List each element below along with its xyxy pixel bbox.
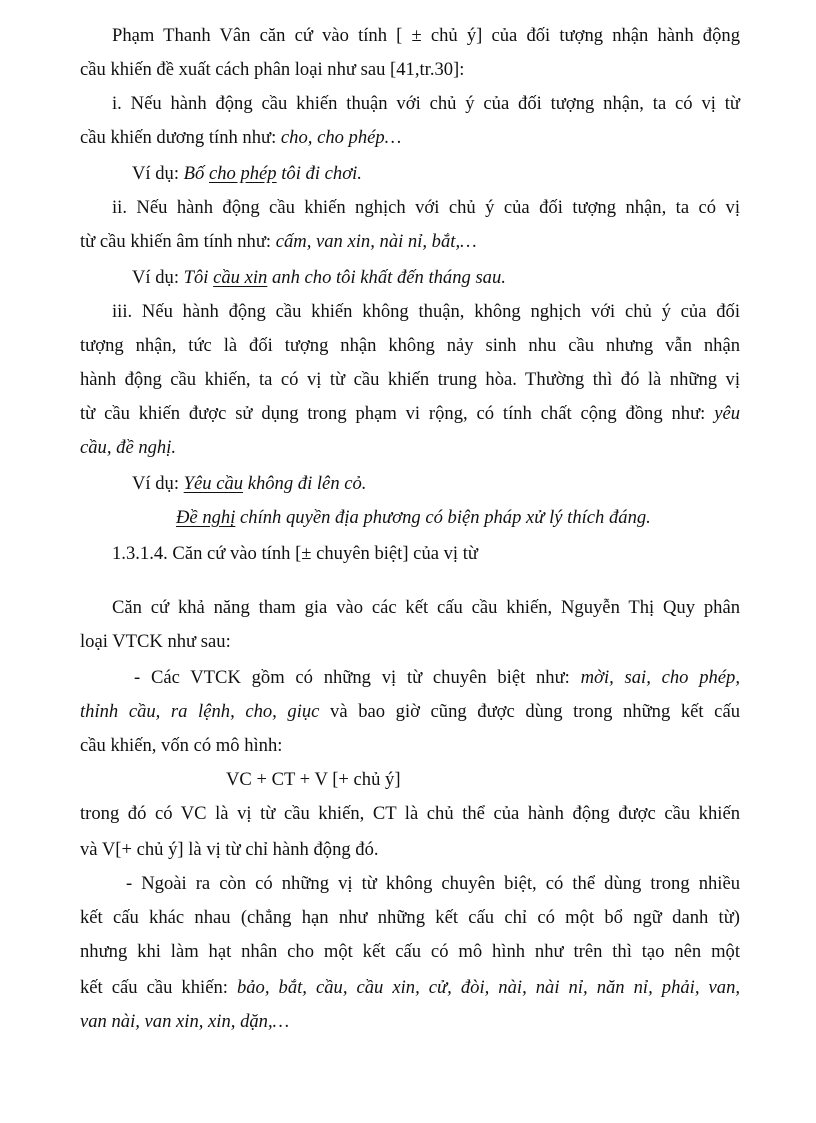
example-text: không đi lên cỏ.	[243, 473, 367, 494]
bullet1-line5: và V[+ chủ ý] là vị từ chỉ hành động đó.	[80, 839, 379, 860]
item-iii-line1: iii. Nếu hành động cầu khiến không thuận, không nghịch với chủ ý của đối	[112, 301, 740, 322]
item-ii-example	[132, 266, 792, 290]
bullet2-line3: nhưng khi làm hạt nhân cho một kết cấu có mô hình như trên thì tạo nên một	[80, 941, 740, 962]
bullet1-line1	[134, 666, 740, 690]
bullet1-verbs: mời, sai, cho phép,	[580, 667, 740, 688]
item-iii-line2: tượng nhận, tức là đối tượng nhận không nảy sinh nhu cầu nhưng vẫn nhận	[80, 335, 740, 356]
item-iii-text: từ cầu khiến được sử dụng trong phạm vi rộng, có tính chất cộng đồng như:	[80, 403, 715, 424]
item-i-line1: i. Nếu hành động cầu khiến thuận với chủ ý của đối tượng nhận, ta có vị từ	[112, 93, 740, 114]
bullet2-line2: kết cấu khác nhau (chẳng hạn như những kết cấu chỉ có một bổ ngữ danh từ)	[80, 907, 740, 928]
item-iii-line5	[80, 436, 740, 460]
example-text: Bố	[183, 163, 209, 184]
item-ii-line2	[80, 230, 740, 254]
example-underlined-verb: Yêu cầu	[183, 473, 244, 494]
example-label: Ví dụ:	[132, 267, 184, 288]
bullet1-line3: cầu khiến, vốn có mô hình:	[80, 735, 283, 756]
item-ii-line1: ii. Nếu hành động cầu khiến nghịch với chủ ý của đối tượng nhận, ta có vị	[112, 197, 740, 218]
bullet1-text: - Các VTCK gồm có những vị từ chuyên biệt như:	[134, 667, 581, 688]
bullet2-verbs: van nài, van xin, xin, dặn,…	[80, 1011, 290, 1032]
paragraph1-line1: Phạm Thanh Vân căn cứ vào tính [ ± chủ ý] của đối tượng nhận hành động	[112, 25, 740, 46]
item-iii-example1	[132, 472, 792, 496]
paragraph1-line2: cầu khiến đề xuất cách phân loại như sau [41,tr.30]:	[80, 59, 465, 80]
section-heading: 1.3.1.4. Căn cứ vào tính [± chuyên biệt] của vị từ	[112, 543, 478, 564]
item-ii-verbs: cấm, van xin, nài nỉ, bắt,…	[275, 231, 477, 252]
bullet2-line4	[80, 976, 740, 1000]
item-iii-line3: hành động cầu khiến, ta có vị từ cầu khiến trung hòa. Thường thì đó là những vị	[80, 369, 740, 390]
item-i-text: cầu khiến dương tính như:	[80, 127, 281, 148]
bullet2-text: kết cấu cầu khiến:	[80, 977, 237, 998]
example-text: tôi đi chơi.	[276, 163, 362, 184]
bullet1-text: và bao giờ cũng được dùng trong những kết cấu	[319, 701, 740, 722]
item-i-verbs: cho, cho phép…	[280, 127, 402, 148]
item-i-line2	[80, 126, 740, 150]
bullet2-verbs: bảo, bắt, cầu, cầu xin, cử, đòi, nài, nài nỉ, năn nỉ, phải, van,	[236, 977, 741, 998]
example-underlined-verb: cho phép	[208, 163, 277, 184]
example-underlined-verb: Đề nghị	[176, 507, 236, 528]
bullet1-line4: trong đó có VC là vị từ cầu khiến, CT là chủ thể của hành động được cầu khiến	[80, 803, 740, 824]
item-iii-example2	[176, 506, 816, 530]
example-text: Tôi	[183, 267, 214, 288]
example-text: anh cho tôi khất đến tháng sau.	[267, 267, 506, 288]
item-iii-line4	[80, 402, 740, 426]
paragraph2-line1: Căn cứ khả năng tham gia vào các kết cấu cầu khiến, Nguyễn Thị Quy phân	[112, 597, 740, 618]
bullet1-verbs: thỉnh cầu, ra lệnh, cho, giục	[80, 701, 320, 722]
example-text: chính quyền địa phương có biện pháp xử lý thích đáng.	[235, 507, 651, 528]
bullet2-line5	[80, 1010, 740, 1034]
paragraph2-line2: loại VTCK như sau:	[80, 631, 231, 652]
bullet2-line1: - Ngoài ra còn có những vị từ không chuyên biệt, có thể dùng trong nhiều	[126, 873, 740, 894]
example-label: Ví dụ:	[132, 163, 184, 184]
formula: VC + CT + V [+ chủ ý]	[226, 769, 401, 790]
item-iii-verbs: cầu, đề nghị.	[80, 437, 177, 458]
example-label: Ví dụ:	[132, 473, 184, 494]
item-ii-text: từ cầu khiến âm tính như:	[80, 231, 276, 252]
bullet1-line2	[80, 700, 740, 724]
item-i-example	[132, 162, 792, 186]
item-iii-verbs: yêu	[714, 403, 740, 424]
example-underlined-verb: cầu xin	[213, 267, 268, 288]
